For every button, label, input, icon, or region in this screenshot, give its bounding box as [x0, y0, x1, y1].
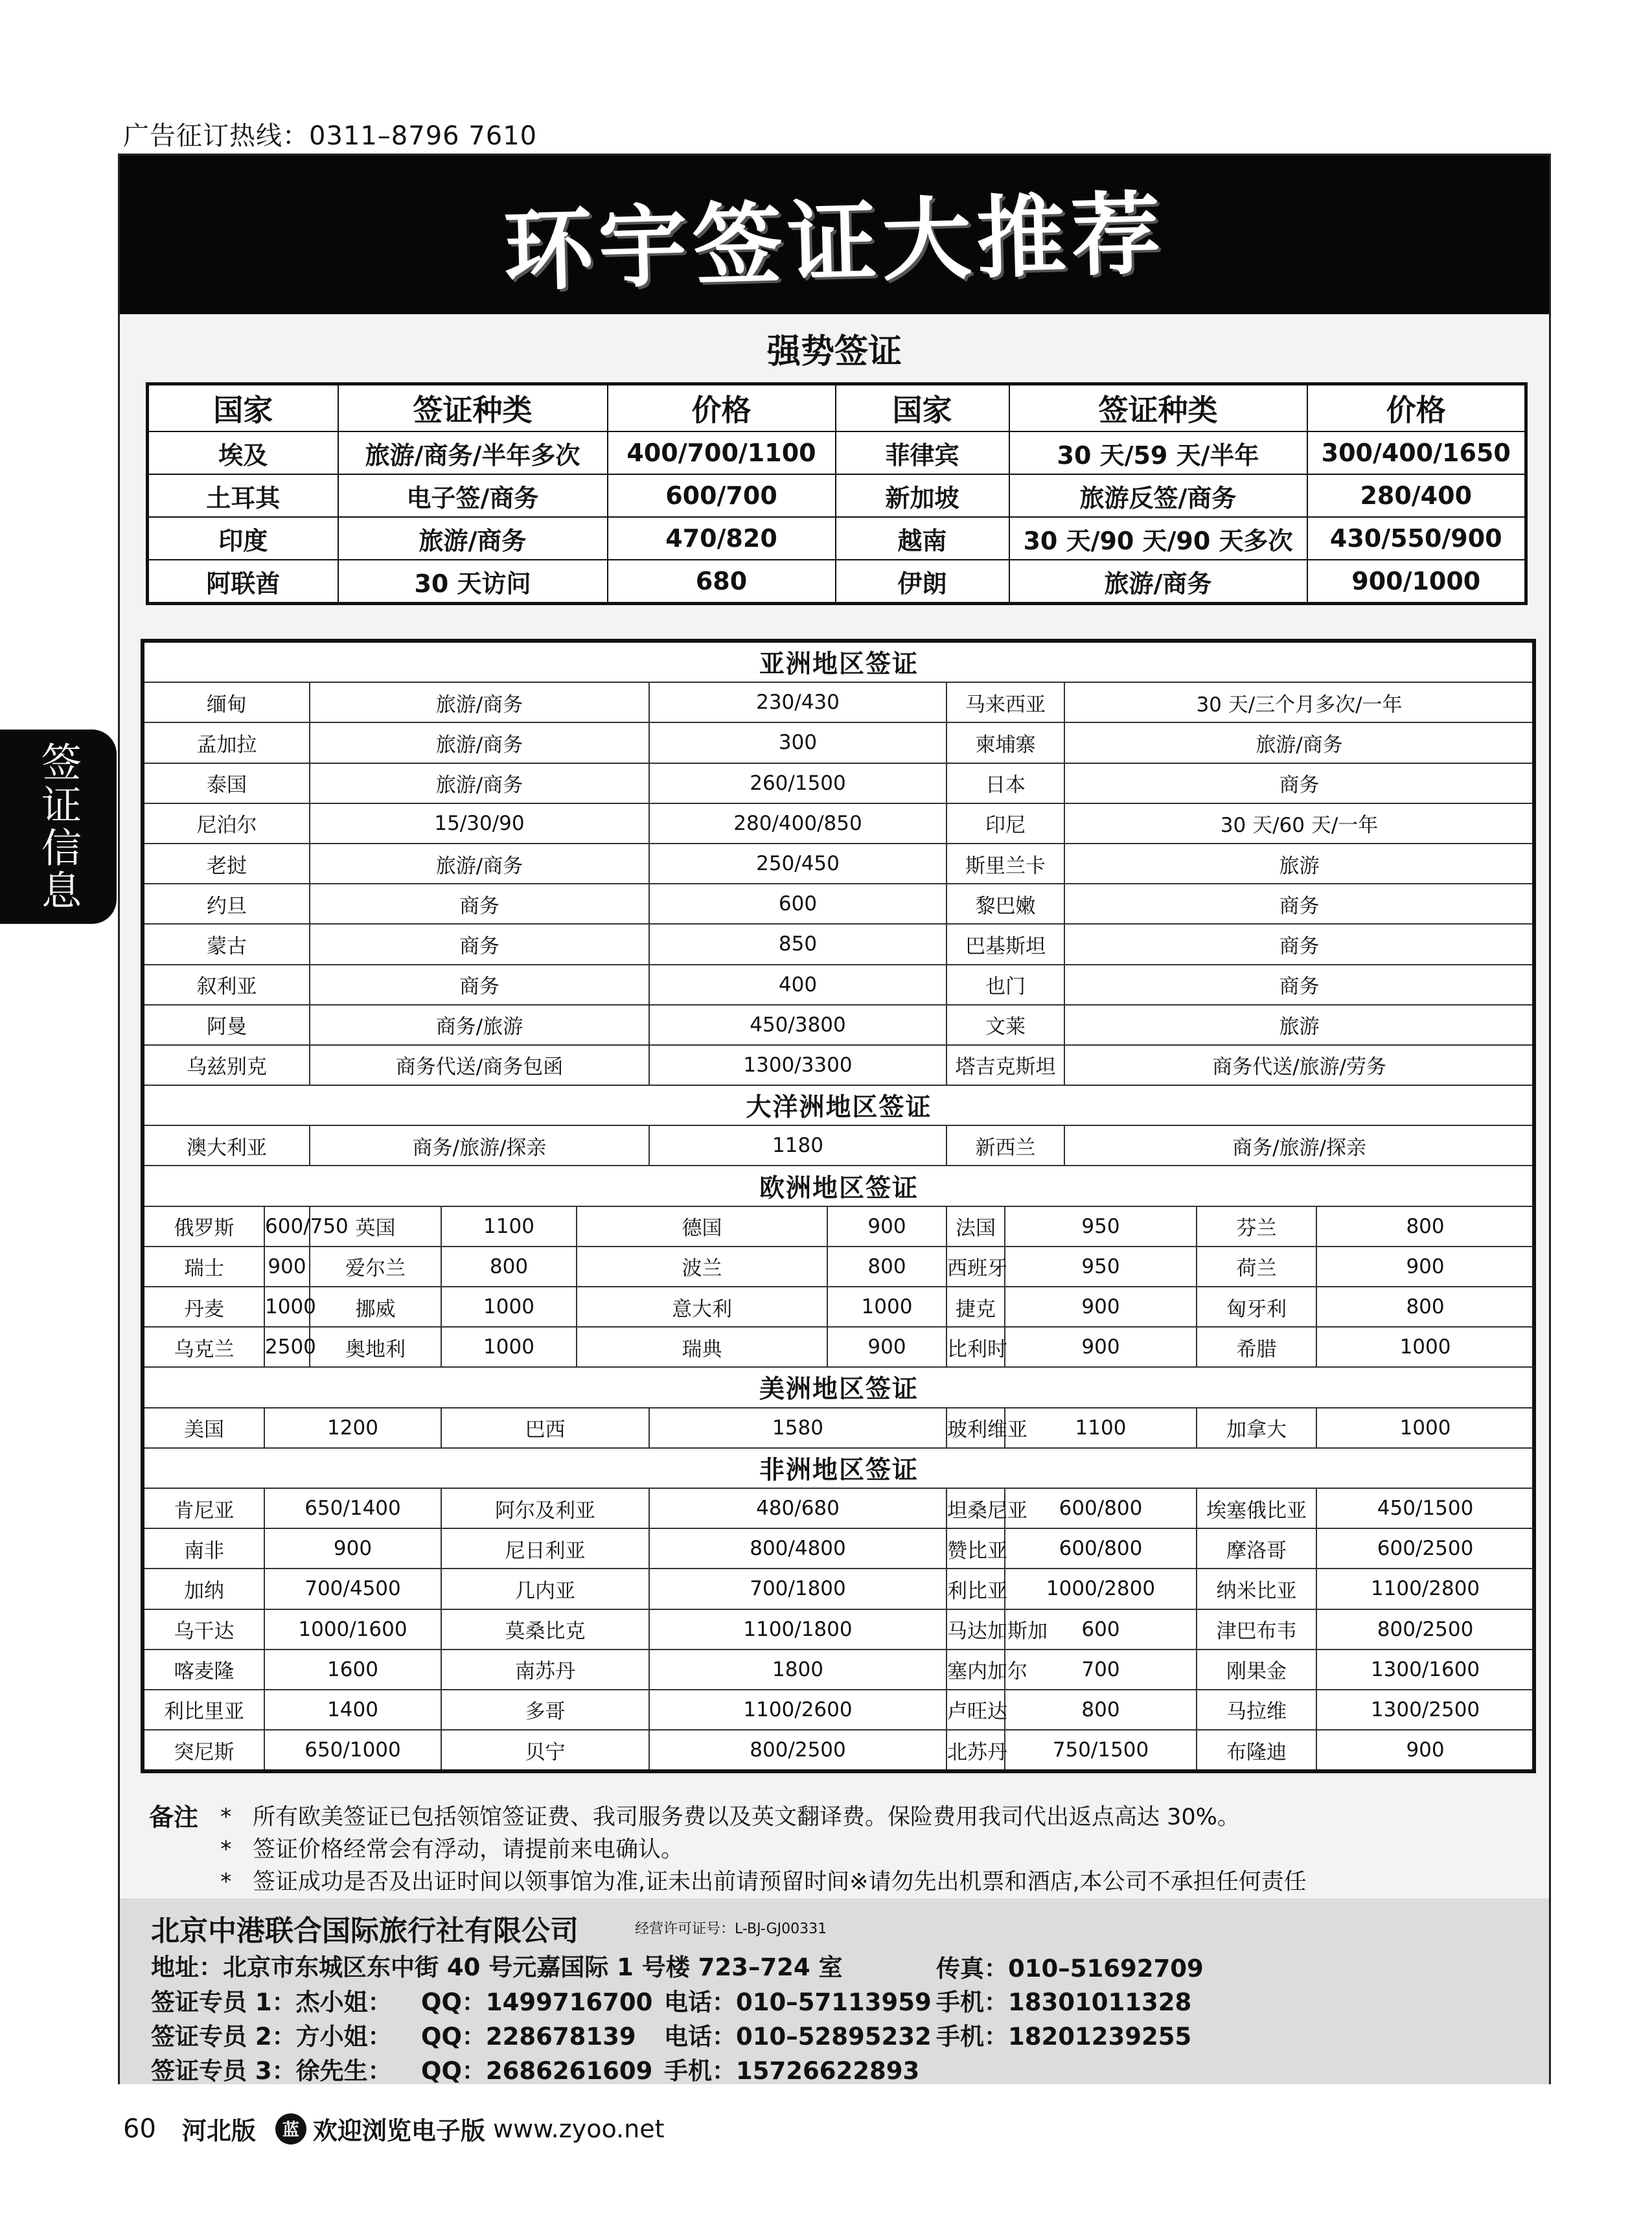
table-cell: 1000 — [441, 1327, 577, 1367]
table-cell: 也门 — [946, 965, 1064, 1005]
table-cell: 950 — [1005, 1247, 1197, 1287]
table-cell: 商务 — [1064, 965, 1534, 1005]
table-row — [143, 1085, 1534, 1125]
title-banner — [120, 155, 1549, 314]
notes-label: 备注 — [149, 1803, 199, 1832]
table-cell: 商务/旅游 — [310, 1005, 649, 1045]
table-row — [143, 1408, 1534, 1448]
table-cell: 西班牙 — [946, 1247, 1005, 1287]
region-heading: 欧洲地区签证 — [143, 1166, 1534, 1206]
table-cell: 纳米比亚 — [1197, 1569, 1316, 1609]
table-row — [143, 1287, 1534, 1327]
table-cell: 280/400/850 — [649, 803, 946, 844]
table-cell: 900 — [1005, 1287, 1197, 1327]
table-row — [143, 1166, 1534, 1206]
table-row — [143, 844, 1534, 884]
table-cell: 英国 — [310, 1206, 441, 1247]
table-cell: 800 — [1316, 1206, 1534, 1247]
table-cell: 1300/1600 — [1316, 1650, 1534, 1690]
website-link[interactable]: www.zyoo.net — [492, 2114, 665, 2143]
table-cell: 800/4800 — [649, 1528, 946, 1569]
table-cell: 400 — [649, 965, 946, 1005]
contact-qq: QQ：2686261609 — [421, 2057, 653, 2085]
table-cell: 多哥 — [441, 1690, 649, 1730]
table-cell: 1300/3300 — [649, 1045, 946, 1085]
table-cell: 旅游/商务 — [1009, 560, 1307, 604]
table-cell: 30 天/90 天/90 天多次 — [1009, 517, 1307, 560]
table-cell: 玻利维亚 — [946, 1408, 1005, 1448]
table-cell: 商务 — [1064, 924, 1534, 964]
table-cell: 菲律宾 — [836, 431, 1009, 474]
contact-mobile: 手机：18201239255 — [936, 2023, 1192, 2051]
contact-role: 签证专员 2：方小姐： — [151, 2023, 392, 2051]
table-cell: 伊朗 — [836, 560, 1009, 604]
banner-title: 环宇签证大推荐 — [502, 181, 1167, 303]
table-cell: 800 — [1316, 1287, 1534, 1327]
table-cell: 喀麦隆 — [143, 1650, 264, 1690]
table-cell: 利比亚 — [946, 1569, 1005, 1609]
strong-visa-body — [148, 431, 1526, 604]
table-cell: 1180 — [649, 1125, 946, 1166]
table-cell: 1100/2800 — [1316, 1569, 1534, 1609]
contact-qq: QQ：228678139 — [421, 2023, 636, 2051]
table-row — [143, 1206, 1534, 1247]
table-cell: 美国 — [143, 1408, 264, 1448]
table-cell: 加纳 — [143, 1569, 264, 1609]
region-heading: 非洲地区签证 — [143, 1448, 1534, 1488]
strong-visa-table — [146, 382, 1528, 605]
table-cell: 匈牙利 — [1197, 1287, 1316, 1327]
table-cell: 800/2500 — [649, 1730, 946, 1771]
regional-visa-table — [141, 639, 1536, 1773]
table-row — [143, 1569, 1534, 1609]
table-cell: 瑞典 — [577, 1327, 827, 1367]
table-cell: 1000 — [441, 1287, 577, 1327]
table-cell: 马来西亚 — [946, 682, 1064, 722]
table-row — [148, 560, 1526, 604]
table-cell: 600/750 — [264, 1206, 310, 1247]
table-cell: 680 — [608, 560, 836, 604]
table-cell: 希腊 — [1197, 1327, 1316, 1367]
table-cell: 摩洛哥 — [1197, 1528, 1316, 1569]
table-cell: 印尼 — [946, 803, 1064, 844]
table-cell: 缅甸 — [143, 682, 310, 722]
edition-label: 河北版 — [181, 2117, 256, 2145]
table-cell: 1300/2500 — [1316, 1690, 1534, 1730]
table-cell: 柬埔寨 — [946, 722, 1064, 763]
table-cell: 赞比亚 — [946, 1528, 1005, 1569]
header-cell: 价格 — [608, 384, 836, 432]
table-row — [148, 431, 1526, 474]
side-tab-label: 签证信息 — [34, 741, 82, 912]
table-cell: 1100 — [441, 1206, 577, 1247]
table-cell: 1000 — [1316, 1327, 1534, 1367]
table-cell: 1400 — [264, 1690, 441, 1730]
table-cell: 1000 — [1316, 1408, 1534, 1448]
table-row — [143, 803, 1534, 844]
table-cell: 300/400/1650 — [1307, 431, 1526, 474]
table-cell: 30 天访问 — [338, 560, 608, 604]
table-row — [143, 682, 1534, 722]
table-cell: 南非 — [143, 1528, 264, 1569]
contact-mobile: 手机：18301011328 — [936, 1988, 1192, 2016]
table-cell: 230/430 — [649, 682, 946, 722]
table-cell: 800/2500 — [1316, 1609, 1534, 1650]
header-cell: 签证种类 — [338, 384, 608, 432]
regional-visa-body — [143, 641, 1534, 1771]
table-row — [143, 1367, 1534, 1407]
table-cell: 450/1500 — [1316, 1488, 1534, 1528]
ad-hotline: 广告征订热线：0311–8796 7610 — [123, 121, 538, 151]
table-cell: 商务/旅游/探亲 — [1064, 1125, 1534, 1166]
table-cell: 1100 — [1005, 1408, 1197, 1448]
table-cell: 新西兰 — [946, 1125, 1064, 1166]
table-cell: 700 — [1005, 1650, 1197, 1690]
table-cell: 450/3800 — [649, 1005, 946, 1045]
table-cell: 约旦 — [143, 884, 310, 924]
contact-role: 签证专员 1：杰小姐： — [151, 1988, 392, 2016]
table-cell: 1000/2800 — [1005, 1569, 1197, 1609]
table-cell: 850 — [649, 924, 946, 964]
table-cell: 北苏丹 — [946, 1730, 1005, 1771]
table-cell: 爱尔兰 — [310, 1247, 441, 1287]
table-cell: 马拉维 — [1197, 1690, 1316, 1730]
table-cell: 泰国 — [143, 763, 310, 803]
table-cell: 480/680 — [649, 1488, 946, 1528]
company-address: 地址：北京市东城区东中街 40 号元嘉国际 1 号楼 723–724 室 — [151, 1953, 843, 1981]
table-cell: 捷克 — [946, 1287, 1005, 1327]
table-cell: 加拿大 — [1197, 1408, 1316, 1448]
table-cell: 900/1000 — [1307, 560, 1526, 604]
table-cell: 巴基斯坦 — [946, 924, 1064, 964]
table-cell: 阿尔及利亚 — [441, 1488, 649, 1528]
table-cell: 600/800 — [1005, 1528, 1197, 1569]
table-row — [143, 1488, 1534, 1528]
table-row — [143, 884, 1534, 924]
table-cell: 950 — [1005, 1206, 1197, 1247]
table-cell: 900 — [1316, 1247, 1534, 1287]
note-star: * — [220, 1804, 232, 1830]
table-cell: 商务 — [1064, 763, 1534, 803]
visa-ad-frame — [118, 154, 1551, 2084]
table-cell: 900 — [1316, 1730, 1534, 1771]
table-cell: 孟加拉 — [143, 722, 310, 763]
contact-qq: QQ：1499716700 — [421, 1988, 653, 2016]
table-row — [143, 1327, 1534, 1367]
table-row — [143, 965, 1534, 1005]
note-star: * — [220, 1837, 232, 1863]
table-cell: 800 — [441, 1247, 577, 1287]
table-cell: 商务/旅游/探亲 — [310, 1125, 649, 1166]
table-cell: 塔吉克斯坦 — [946, 1045, 1064, 1085]
table-row — [143, 722, 1534, 763]
table-cell: 旅游 — [1064, 1005, 1534, 1045]
table-row — [148, 474, 1526, 517]
table-cell: 1800 — [649, 1650, 946, 1690]
table-cell: 埃及 — [148, 431, 338, 474]
note-text: 所有欧美签证已包括领馆签证费、我司服务费以及英文翻译费。保险费用我司代出返点高达 30%。 — [253, 1804, 1240, 1830]
table-cell: 贝宁 — [441, 1730, 649, 1771]
table-cell: 奥地利 — [310, 1327, 441, 1367]
table-row — [143, 641, 1534, 682]
magazine-logo-icon: 蓝 — [275, 2113, 306, 2144]
table-cell: 旅游/商务/半年多次 — [338, 431, 608, 474]
table-cell: 澳大利亚 — [143, 1125, 310, 1166]
table-cell: 老挝 — [143, 844, 310, 884]
table-cell: 卢旺达 — [946, 1690, 1005, 1730]
table-cell: 南苏丹 — [441, 1650, 649, 1690]
table-cell: 电子签/商务 — [338, 474, 608, 517]
table-cell: 400/700/1100 — [608, 431, 836, 474]
table-cell: 尼日利亚 — [441, 1528, 649, 1569]
table-row — [143, 1125, 1534, 1166]
company-name: 北京中港联合国际旅行社有限公司 — [151, 1914, 579, 1948]
table-cell: 比利时 — [946, 1327, 1005, 1367]
table-cell: 印度 — [148, 517, 338, 560]
table-cell: 1580 — [649, 1408, 946, 1448]
table-cell: 蒙古 — [143, 924, 310, 964]
notes — [149, 1801, 1307, 1898]
table-cell: 650/1400 — [264, 1488, 441, 1528]
table-cell: 旅游反签/商务 — [1009, 474, 1307, 517]
table-row — [148, 517, 1526, 560]
table-cell: 1000 — [264, 1287, 310, 1327]
table-row — [143, 763, 1534, 803]
table-cell: 旅游/商务 — [310, 722, 649, 763]
table-cell: 600/800 — [1005, 1488, 1197, 1528]
table-cell: 新加坡 — [836, 474, 1009, 517]
table-cell: 土耳其 — [148, 474, 338, 517]
table-cell: 挪威 — [310, 1287, 441, 1327]
table-cell: 600 — [649, 884, 946, 924]
contact-tel: 电话：010–57113959 — [664, 1988, 932, 2016]
table-cell: 刚果金 — [1197, 1650, 1316, 1690]
table-cell: 日本 — [946, 763, 1064, 803]
table-row — [143, 1528, 1534, 1569]
table-cell: 乌干达 — [143, 1609, 264, 1650]
table-cell: 商务代送/商务包函 — [310, 1045, 649, 1085]
table-cell: 250/450 — [649, 844, 946, 884]
table-row — [143, 1650, 1534, 1690]
note-star: * — [220, 1869, 232, 1895]
table-cell: 斯里兰卡 — [946, 844, 1064, 884]
strong-visa-header-row — [148, 384, 1526, 432]
table-cell: 瑞士 — [143, 1247, 264, 1287]
table-cell: 乌兹别克 — [143, 1045, 310, 1085]
table-cell: 30 天/59 天/半年 — [1009, 431, 1307, 474]
table-cell: 波兰 — [577, 1247, 827, 1287]
table-cell: 旅游/商务 — [310, 844, 649, 884]
table-cell: 埃塞俄比亚 — [1197, 1488, 1316, 1528]
table-cell: 260/1500 — [649, 763, 946, 803]
table-cell: 900 — [827, 1206, 946, 1247]
table-cell: 旅游/商务 — [338, 517, 608, 560]
table-cell: 280/400 — [1307, 474, 1526, 517]
table-cell: 900 — [1005, 1327, 1197, 1367]
table-cell: 丹麦 — [143, 1287, 264, 1327]
table-cell: 15/30/90 — [310, 803, 649, 844]
table-cell: 300 — [649, 722, 946, 763]
table-cell: 文莱 — [946, 1005, 1064, 1045]
header-cell: 国家 — [148, 384, 338, 432]
table-cell: 坦桑尼亚 — [946, 1488, 1005, 1528]
table-row — [143, 1448, 1534, 1488]
table-cell: 650/1000 — [264, 1730, 441, 1771]
table-row — [143, 1609, 1534, 1650]
company-license: 经营许可证号：L-BJ-GJ00331 — [635, 1921, 827, 1937]
table-cell: 800 — [1005, 1690, 1197, 1730]
table-cell: 尼泊尔 — [143, 803, 310, 844]
table-cell: 德国 — [577, 1206, 827, 1247]
footer — [123, 2111, 664, 2146]
table-cell: 意大利 — [577, 1287, 827, 1327]
company-fax: 传真：010–51692709 — [936, 1955, 1204, 1983]
contact-role: 签证专员 3：徐先生： — [151, 2057, 392, 2085]
note-text: 签证价格经常会有浮动，请提前来电确认。 — [253, 1837, 684, 1863]
table-cell: 肯尼亚 — [143, 1488, 264, 1528]
table-cell: 430/550/900 — [1307, 517, 1526, 560]
note-row — [149, 1866, 1307, 1898]
table-cell: 利比里亚 — [143, 1690, 264, 1730]
company-info — [120, 1898, 1549, 2084]
table-cell: 荷兰 — [1197, 1247, 1316, 1287]
table-cell: 乌克兰 — [143, 1327, 264, 1367]
table-cell: 900 — [264, 1528, 441, 1569]
contact-tel: 手机：15726622893 — [664, 2057, 920, 2085]
table-cell: 马达加斯加 — [946, 1609, 1005, 1650]
table-cell: 900 — [827, 1327, 946, 1367]
table-cell: 阿曼 — [143, 1005, 310, 1045]
table-row — [143, 1690, 1534, 1730]
table-cell: 旅游/商务 — [1064, 722, 1534, 763]
table-cell: 600/2500 — [1316, 1528, 1534, 1569]
region-heading: 大洋洲地区签证 — [143, 1085, 1534, 1125]
table-cell: 700/1800 — [649, 1569, 946, 1609]
table-cell: 900 — [264, 1247, 310, 1287]
table-cell: 法国 — [946, 1206, 1005, 1247]
table-cell: 越南 — [836, 517, 1009, 560]
contact-tel: 电话：010–52895232 — [664, 2023, 932, 2051]
table-row — [143, 1247, 1534, 1287]
table-cell: 商务 — [1064, 884, 1534, 924]
table-cell: 黎巴嫩 — [946, 884, 1064, 924]
table-cell: 800 — [827, 1247, 946, 1287]
region-heading: 美洲地区签证 — [143, 1367, 1534, 1407]
table-cell: 商务 — [310, 884, 649, 924]
note-row — [149, 1834, 1307, 1866]
table-row — [143, 1730, 1534, 1771]
table-cell: 几内亚 — [441, 1569, 649, 1609]
table-cell: 叙利亚 — [143, 965, 310, 1005]
welcome-text: 欢迎浏览电子版 — [312, 2117, 485, 2145]
header-cell: 价格 — [1307, 384, 1526, 432]
table-cell: 商务代送/旅游/劳务 — [1064, 1045, 1534, 1085]
table-cell: 2500 — [264, 1327, 310, 1367]
table-row — [143, 1045, 1534, 1085]
table-cell: 突尼斯 — [143, 1730, 264, 1771]
page-number: 60 — [123, 2113, 156, 2144]
table-cell: 旅游/商务 — [310, 682, 649, 722]
table-cell: 1100/1800 — [649, 1609, 946, 1650]
table-cell: 600 — [1005, 1609, 1197, 1650]
table-row — [143, 1005, 1534, 1045]
strong-visa-title: 强势签证 — [766, 332, 902, 371]
side-tab — [0, 730, 117, 924]
table-cell: 商务 — [310, 924, 649, 964]
table-cell: 600/700 — [608, 474, 836, 517]
header-cell: 签证种类 — [1009, 384, 1307, 432]
table-cell: 30 天/60 天/一年 — [1064, 803, 1534, 844]
table-cell: 30 天/三个月多次/一年 — [1064, 682, 1534, 722]
table-cell: 津巴布韦 — [1197, 1609, 1316, 1650]
table-cell: 470/820 — [608, 517, 836, 560]
table-row — [143, 924, 1534, 964]
table-cell: 1000 — [827, 1287, 946, 1327]
table-cell: 巴西 — [441, 1408, 649, 1448]
note-row — [149, 1801, 1307, 1834]
table-cell: 1600 — [264, 1650, 441, 1690]
note-text: 签证成功是否及出证时间以领事馆为准,证未出前请预留时间※请勿先出机票和酒店,本公司不承担任何责任 — [253, 1869, 1307, 1895]
table-cell: 700/4500 — [264, 1569, 441, 1609]
table-cell: 俄罗斯 — [143, 1206, 264, 1247]
table-cell: 1000/1600 — [264, 1609, 441, 1650]
table-cell: 阿联酋 — [148, 560, 338, 604]
table-cell: 莫桑比克 — [441, 1609, 649, 1650]
table-cell: 塞内加尔 — [946, 1650, 1005, 1690]
table-cell: 1200 — [264, 1408, 441, 1448]
table-cell: 芬兰 — [1197, 1206, 1316, 1247]
table-cell: 布隆迪 — [1197, 1730, 1316, 1771]
table-cell: 1100/2600 — [649, 1690, 946, 1730]
table-cell: 750/1500 — [1005, 1730, 1197, 1771]
table-cell: 旅游 — [1064, 844, 1534, 884]
region-heading: 亚洲地区签证 — [143, 641, 1534, 682]
header-cell: 国家 — [836, 384, 1009, 432]
table-cell: 商务 — [310, 965, 649, 1005]
table-cell: 旅游/商务 — [310, 763, 649, 803]
